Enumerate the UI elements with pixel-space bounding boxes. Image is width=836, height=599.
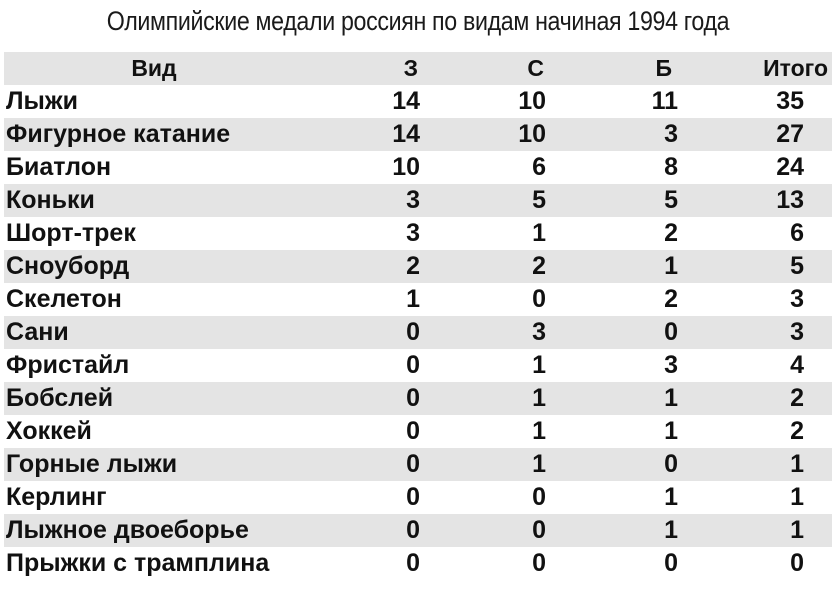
- sport-cell: Шорт-трек: [6, 219, 136, 247]
- bronze-cell: 1: [664, 483, 678, 511]
- silver-cell: 0: [532, 516, 546, 544]
- medal-table: [4, 52, 832, 580]
- sport-cell: Сноуборд: [6, 252, 130, 280]
- table-title: Олимпийские медали россиян по видам начиная 1994 года: [106, 6, 730, 36]
- table-row: [4, 382, 832, 415]
- gold-cell: 0: [406, 549, 420, 577]
- gold-cell: 3: [406, 219, 420, 247]
- sport-cell: Скелетон: [6, 285, 122, 313]
- header-gold: З: [403, 55, 418, 81]
- gold-cell: 10: [392, 153, 420, 181]
- total-cell: 5: [790, 252, 804, 280]
- table-row: [4, 217, 832, 250]
- silver-cell: 0: [532, 285, 546, 313]
- bronze-cell: 11: [651, 87, 678, 115]
- bronze-cell: 1: [664, 417, 678, 445]
- silver-cell: 1: [532, 450, 546, 478]
- total-cell: 35: [776, 87, 804, 115]
- silver-cell: 1: [532, 219, 546, 247]
- sport-cell: Лыжи: [6, 87, 78, 115]
- sport-cell: Горные лыжи: [6, 450, 178, 478]
- total-cell: 1: [790, 450, 804, 478]
- table-row: [4, 283, 832, 316]
- silver-cell: 10: [518, 87, 546, 115]
- table-row: [4, 514, 832, 547]
- silver-cell: 6: [532, 153, 546, 181]
- table-row: [4, 118, 832, 151]
- table-row: [4, 250, 832, 283]
- bronze-cell: 2: [664, 285, 678, 313]
- sport-cell: Сани: [6, 318, 69, 346]
- gold-cell: 1: [406, 285, 420, 313]
- sport-cell: Хоккей: [6, 417, 92, 445]
- total-cell: 27: [776, 120, 804, 148]
- table-row: [4, 151, 832, 184]
- sport-cell: Фристайл: [6, 351, 130, 379]
- bronze-cell: 5: [664, 186, 678, 214]
- total-cell: 1: [790, 483, 804, 511]
- silver-cell: 2: [532, 252, 546, 280]
- gold-cell: 0: [406, 384, 420, 412]
- total-cell: 13: [776, 186, 804, 214]
- silver-cell: 0: [532, 483, 546, 511]
- silver-cell: 10: [518, 120, 546, 148]
- gold-cell: 0: [406, 483, 420, 511]
- bronze-cell: 8: [664, 153, 678, 181]
- sport-cell: Прыжки с трамплина: [6, 549, 270, 577]
- table-row: [4, 415, 832, 448]
- gold-cell: 2: [406, 252, 420, 280]
- gold-cell: 14: [392, 87, 420, 115]
- header-sport: Вид: [131, 55, 177, 81]
- silver-cell: 0: [532, 549, 546, 577]
- total-cell: 0: [790, 549, 804, 577]
- total-cell: 2: [790, 417, 804, 445]
- table-row: [4, 316, 832, 349]
- gold-cell: 0: [406, 516, 420, 544]
- gold-cell: 0: [406, 351, 420, 379]
- silver-cell: 5: [532, 186, 546, 214]
- silver-cell: 1: [532, 417, 546, 445]
- total-cell: 3: [790, 318, 804, 346]
- gold-cell: 0: [406, 450, 420, 478]
- header-silver: С: [527, 55, 544, 81]
- sport-cell: Бобслей: [6, 384, 114, 412]
- total-cell: 3: [790, 285, 804, 313]
- total-cell: 6: [790, 219, 804, 247]
- header-total: Итого: [763, 55, 828, 81]
- silver-cell: 3: [532, 318, 546, 346]
- sport-cell: Фигурное катание: [6, 120, 231, 148]
- total-cell: 24: [776, 153, 804, 181]
- table-row: [4, 448, 832, 481]
- gold-cell: 14: [392, 120, 420, 148]
- header-bronze: Б: [655, 55, 672, 81]
- silver-cell: 1: [532, 384, 546, 412]
- total-cell: 4: [790, 351, 804, 379]
- bronze-cell: 0: [664, 318, 678, 346]
- sport-cell: Керлинг: [6, 483, 107, 511]
- total-cell: 1: [790, 516, 804, 544]
- bronze-cell: 0: [664, 450, 678, 478]
- bronze-cell: 1: [664, 384, 678, 412]
- gold-cell: 0: [406, 318, 420, 346]
- table-row: [4, 481, 832, 514]
- sport-cell: Лыжное двоеборье: [6, 516, 249, 544]
- total-cell: 2: [790, 384, 804, 412]
- gold-cell: 0: [406, 417, 420, 445]
- bronze-cell: 1: [664, 252, 678, 280]
- table-row: [4, 547, 832, 580]
- table-row: [4, 349, 832, 382]
- table-row: [4, 184, 832, 217]
- gold-cell: 3: [406, 186, 420, 214]
- sport-cell: Биатлон: [6, 153, 112, 181]
- sport-cell: Коньки: [6, 186, 95, 214]
- bronze-cell: 0: [664, 549, 678, 577]
- silver-cell: 1: [532, 351, 546, 379]
- bronze-cell: 2: [664, 219, 678, 247]
- table-row: [4, 85, 832, 118]
- bronze-cell: 3: [664, 120, 678, 148]
- bronze-cell: 3: [664, 351, 678, 379]
- bronze-cell: 1: [664, 516, 678, 544]
- header-row: [4, 52, 832, 85]
